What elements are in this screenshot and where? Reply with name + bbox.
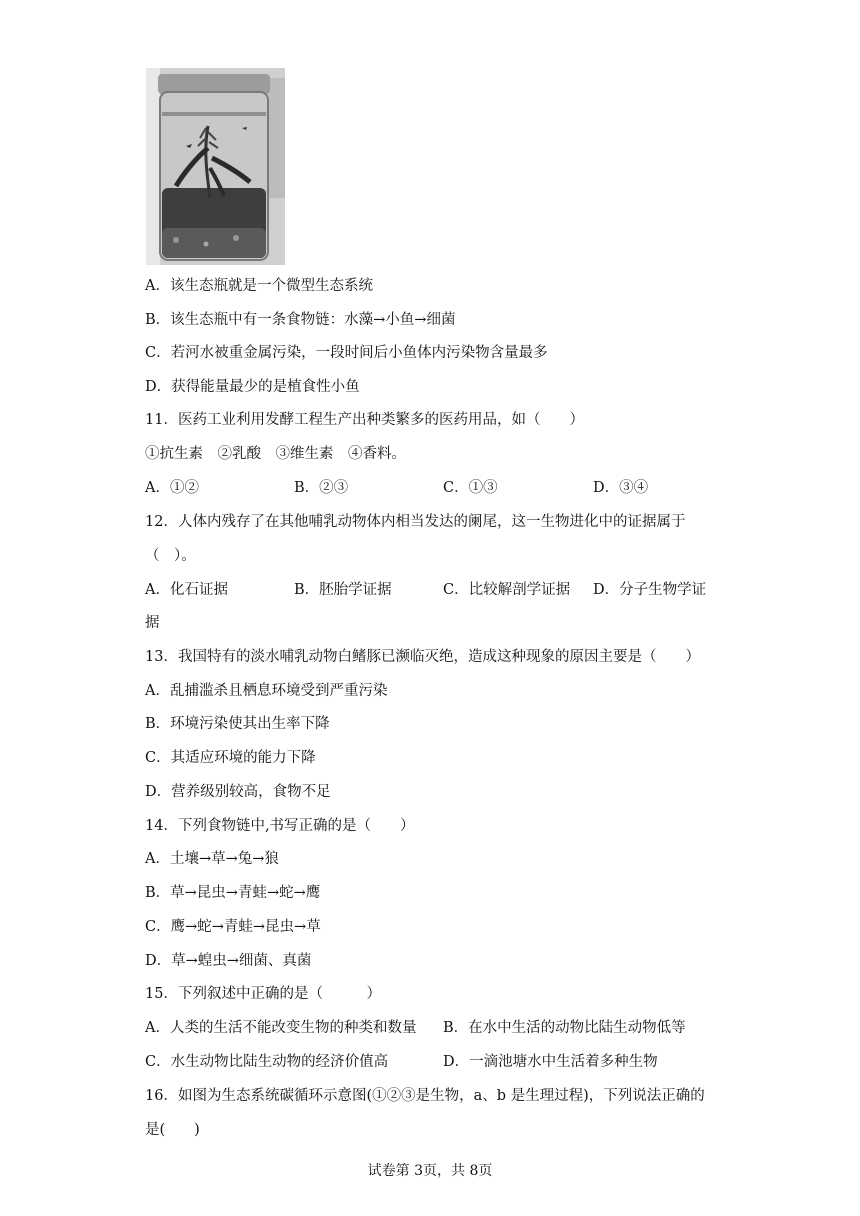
q11-stem: 11．医药工业利用发酵工程生产出种类繁多的医药用品，如（ ） <box>145 412 584 428</box>
q15-option-a: A．人类的生活不能改变生物的种类和数量 <box>145 1020 417 1036</box>
q12-option-b: B．胚胎学证据 <box>294 582 392 598</box>
q15-stem: 15．下列叙述中正确的是（ ） <box>145 986 381 1002</box>
q13-option-b: B．环境污染使其出生率下降 <box>145 716 330 732</box>
q13-option-d: D．营养级别较高，食物不足 <box>145 784 331 800</box>
q14-option-b: B．草→昆虫→青蛙→蛇→鹰 <box>145 885 321 901</box>
q10-option-a: A．该生态瓶就是一个微型生态系统 <box>145 278 373 294</box>
q11-items: ①抗生素 ②乳酸 ③维生素 ④香料。 <box>145 446 406 462</box>
q11-option-a: A．①② <box>145 480 199 496</box>
q15-option-b: B．在水中生活的动物比陆生动物低等 <box>443 1020 686 1036</box>
q14-option-c: C．鹰→蛇→青蛙→昆虫→草 <box>145 919 321 935</box>
q12-option-d-wrap: 据 <box>145 615 160 631</box>
q13-option-c: C．其适应环境的能力下降 <box>145 750 316 766</box>
q14-stem: 14．下列食物链中,书写正确的是（ ） <box>145 818 415 834</box>
q16-stem-line2: 是( ) <box>145 1122 200 1138</box>
q10-option-c: C．若河水被重金属污染，一段时间后小鱼体内污染物含量最多 <box>145 345 548 361</box>
q13-stem: 13．我国特有的淡水哺乳动物白鳍豚已濒临灭绝，造成这种现象的原因主要是（ ） <box>145 649 700 665</box>
bottle-illustration <box>146 68 285 265</box>
q11-option-b: B．②③ <box>294 480 349 496</box>
q12-stem-line2: （ ）。 <box>145 548 196 564</box>
q15-option-d: D．一滴池塘水中生活着多种生物 <box>443 1054 658 1070</box>
ecological-bottle-photo <box>146 68 285 265</box>
q12-option-a: A．化石证据 <box>145 582 228 598</box>
q11-option-c: C．①③ <box>443 480 498 496</box>
q13-option-a: A．乱捕滥杀且栖息环境受到严重污染 <box>145 683 388 699</box>
q16-stem-line1: 16．如图为生态系统碳循环示意图(①②③是生物，a、b 是生理过程)，下列说法正确的 <box>145 1088 705 1104</box>
q14-option-d: D．草→蝗虫→细菌、真菌 <box>145 953 312 969</box>
page-footer: 试卷第 3页，共 8页 <box>367 1163 493 1179</box>
q12-stem-line1: 12．人体内残存了在其他哺乳动物体内相当发达的阑尾，这一生物进化中的证据属于 <box>145 514 686 530</box>
q12-option-d: D．分子生物学证 <box>593 582 707 598</box>
q14-option-a: A．土壤→草→兔→狼 <box>145 851 279 867</box>
q11-option-d: D．③④ <box>593 480 649 496</box>
q10-option-b: B．该生态瓶中有一条食物链：水藻→小鱼→细菌 <box>145 312 456 328</box>
q12-option-c: C．比较解剖学证据 <box>443 582 571 598</box>
q15-option-c: C．水生动物比陆生动物的经济价值高 <box>145 1054 389 1070</box>
q10-option-d: D．获得能量最少的是植食性小鱼 <box>145 379 360 395</box>
